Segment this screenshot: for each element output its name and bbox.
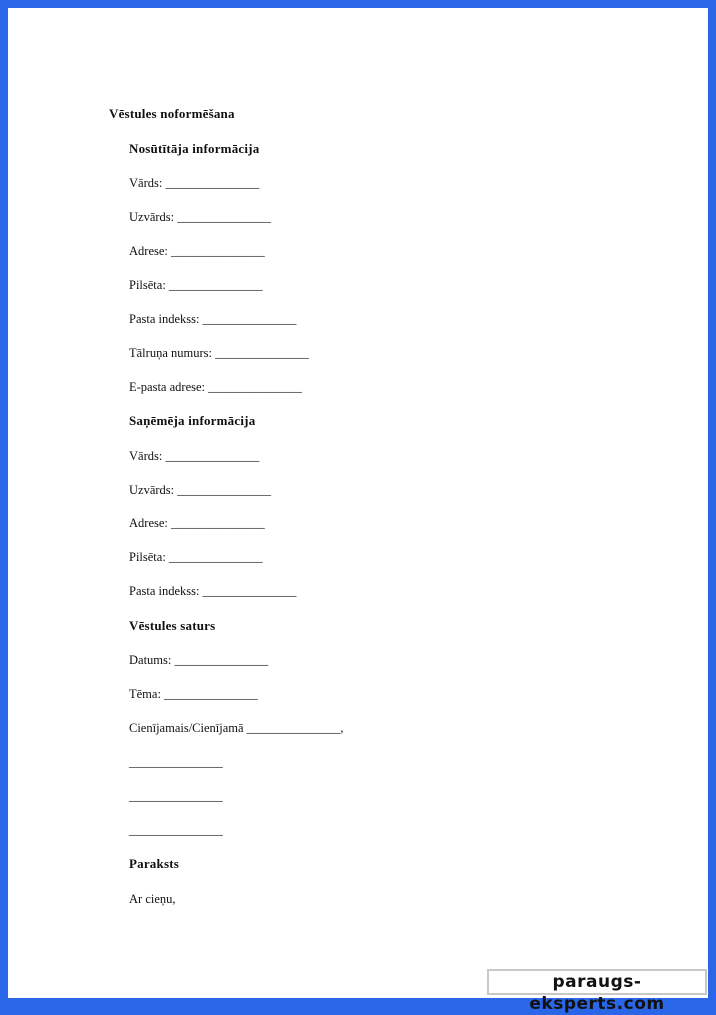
sender-last-name-field: Uzvārds: _______________ [129,210,271,224]
signature-heading: Paraksts [129,856,179,871]
content-body-line: _______________ [129,789,223,803]
document-page [8,8,708,998]
recipient-first-name-field: Vārds: _______________ [129,449,260,463]
signature-closing: Ar cieņu, [129,892,176,906]
sender-postal-code-field: Pasta indekss: _______________ [129,312,297,326]
recipient-heading: Saņēmēja informācija [129,413,256,428]
sender-heading: Nosūtītāja informācija [129,141,260,156]
content-body-line: _______________ [129,823,223,837]
content-subject-field: Tēma: _______________ [129,687,258,701]
sender-address-field: Adrese: _______________ [129,244,265,258]
watermark-badge: paraugs-eksperts.com [487,969,707,995]
recipient-address-field: Adrese: _______________ [129,516,265,530]
content-body-line: _______________ [129,755,223,769]
content-heading: Vēstules saturs [129,618,216,633]
document-title: Vēstules noformēšana [109,106,235,121]
recipient-last-name-field: Uzvārds: _______________ [129,483,271,497]
sender-city-field: Pilsēta: _______________ [129,278,263,292]
recipient-postal-code-field: Pasta indekss: _______________ [129,584,297,598]
sender-phone-field: Tālruņa numurs: _______________ [129,346,309,360]
content-date-field: Datums: _______________ [129,653,269,667]
sender-first-name-field: Vārds: _______________ [129,176,260,190]
sender-email-field: E-pasta adrese: _______________ [129,380,302,394]
recipient-city-field: Pilsēta: _______________ [129,550,263,564]
content-salutation-field: Cienījamais/Cienījamā _______________, [129,721,344,735]
